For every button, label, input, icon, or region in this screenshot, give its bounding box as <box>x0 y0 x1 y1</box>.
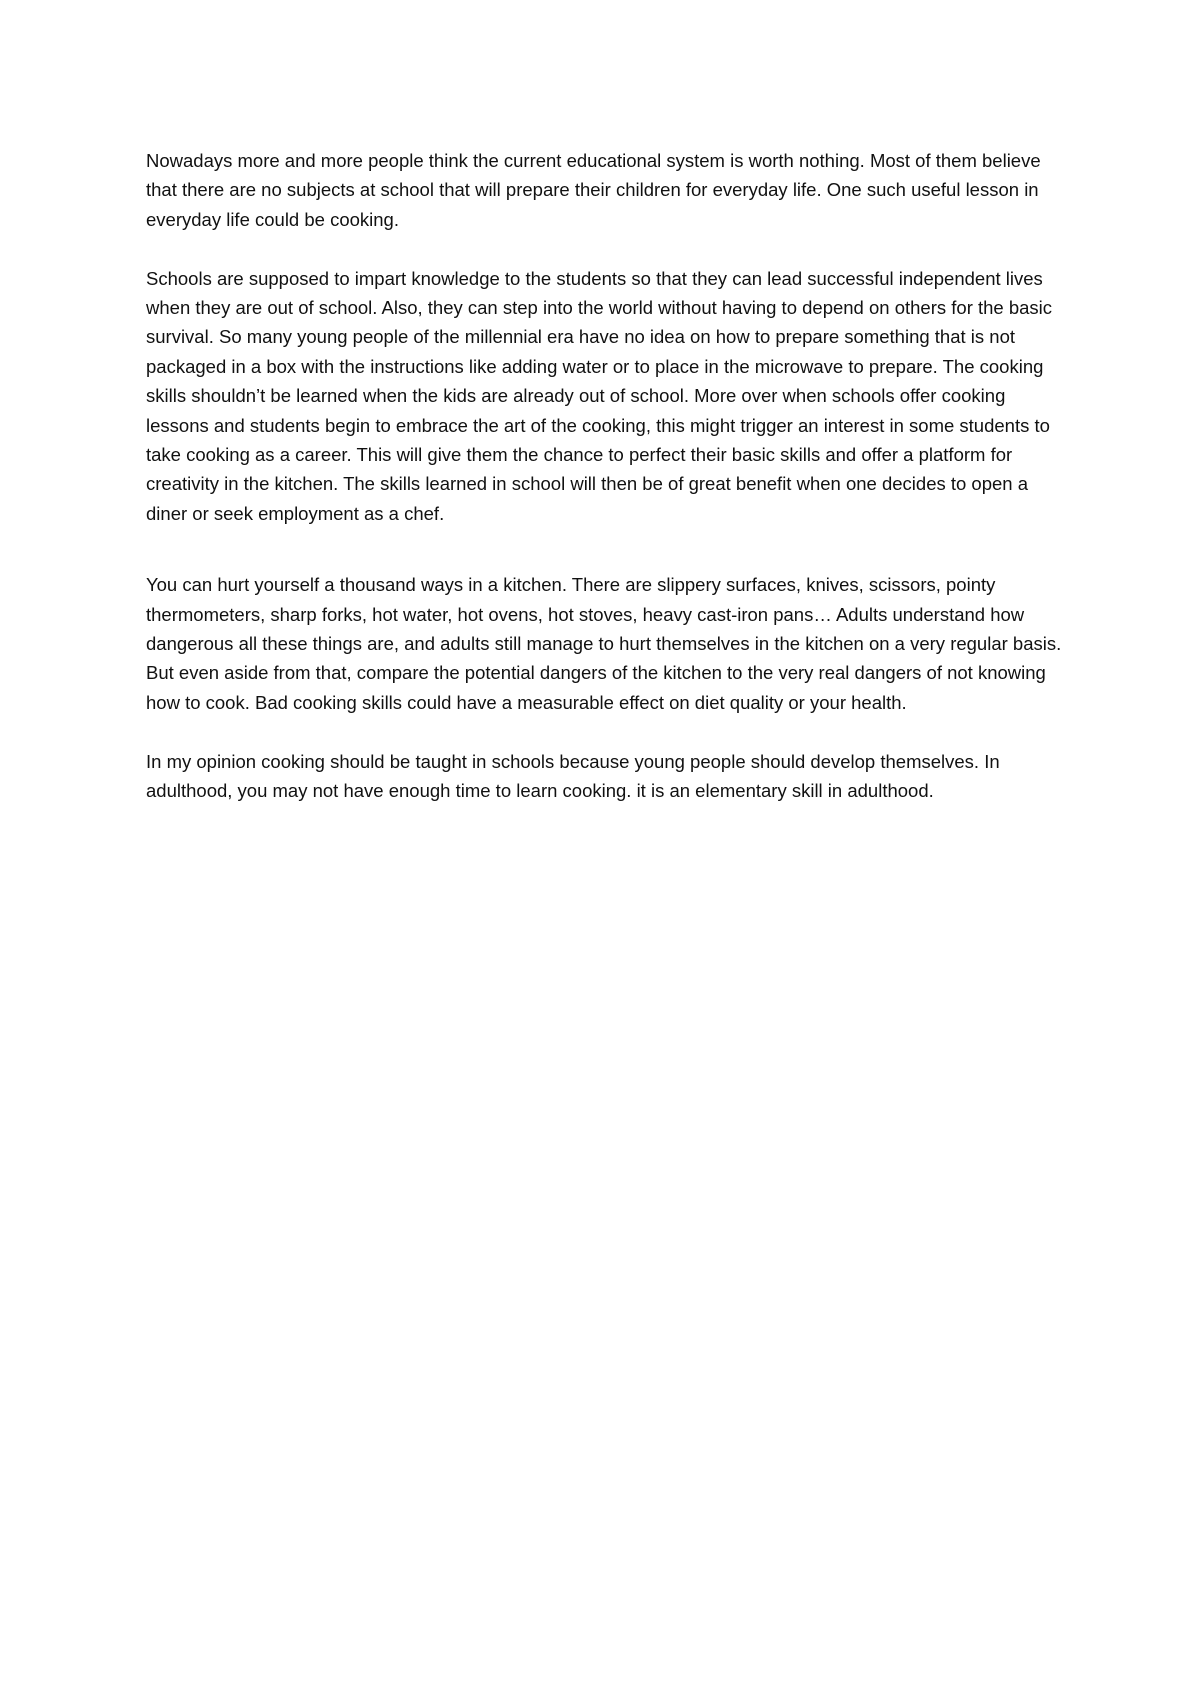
paragraph-dangers: You can hurt yourself a thousand ways in a kitchen. There are slippery surfaces, knives, scissors, pointy thermometers, sharp forks, hot water, hot ovens, hot stoves, heavy cast-iron pans… Adults understand how dangerous all these things are, and adults still manage to hurt themselves in the kitchen on a very regular basis. But even aside from that, compare the potential dangers of the kitchen to the very real dangers of not knowing how to cook. Bad cooking skills could have a measurable effect on diet quality or your health. <box>146 574 1062 713</box>
paragraph-intro: Nowadays more and more people think the current educational system is worth nothing. Most of them believe that there are no subjects at school that will prepare their children for everyday life. One such useful lesson in everyday life could be cooking. <box>146 150 1041 230</box>
document-body <box>146 146 1066 806</box>
paragraph-opinion: In my opinion cooking should be taught in schools because young people should develop themselves. In adulthood, you may not have enough time to learn cooking. it is an elementary skill in adulthood. <box>146 750 1000 802</box>
paragraph-schools: Schools are supposed to impart knowledge to the students so that they can lead successful independent lives when they are out of school. Also, they can step into the world without having to depend on others for the basic survival. So many young people of the millennial era have no idea on how to prepare something that is not packaged in a box with the instructions like adding water or to place in the microwave to prepare. The cooking skills shouldn’t be learned when the kids are already out of school. More over when schools offer cooking lessons and students begin to embrace the art of the cooking, this might trigger an interest in some students to take cooking as a career. This will give them the chance to perfect their basic skills and offer a platform for creativity in the kitchen. The skills learned in school will then be of great benefit when one decides to open a diner or seek employment as a chef. <box>146 267 1053 524</box>
